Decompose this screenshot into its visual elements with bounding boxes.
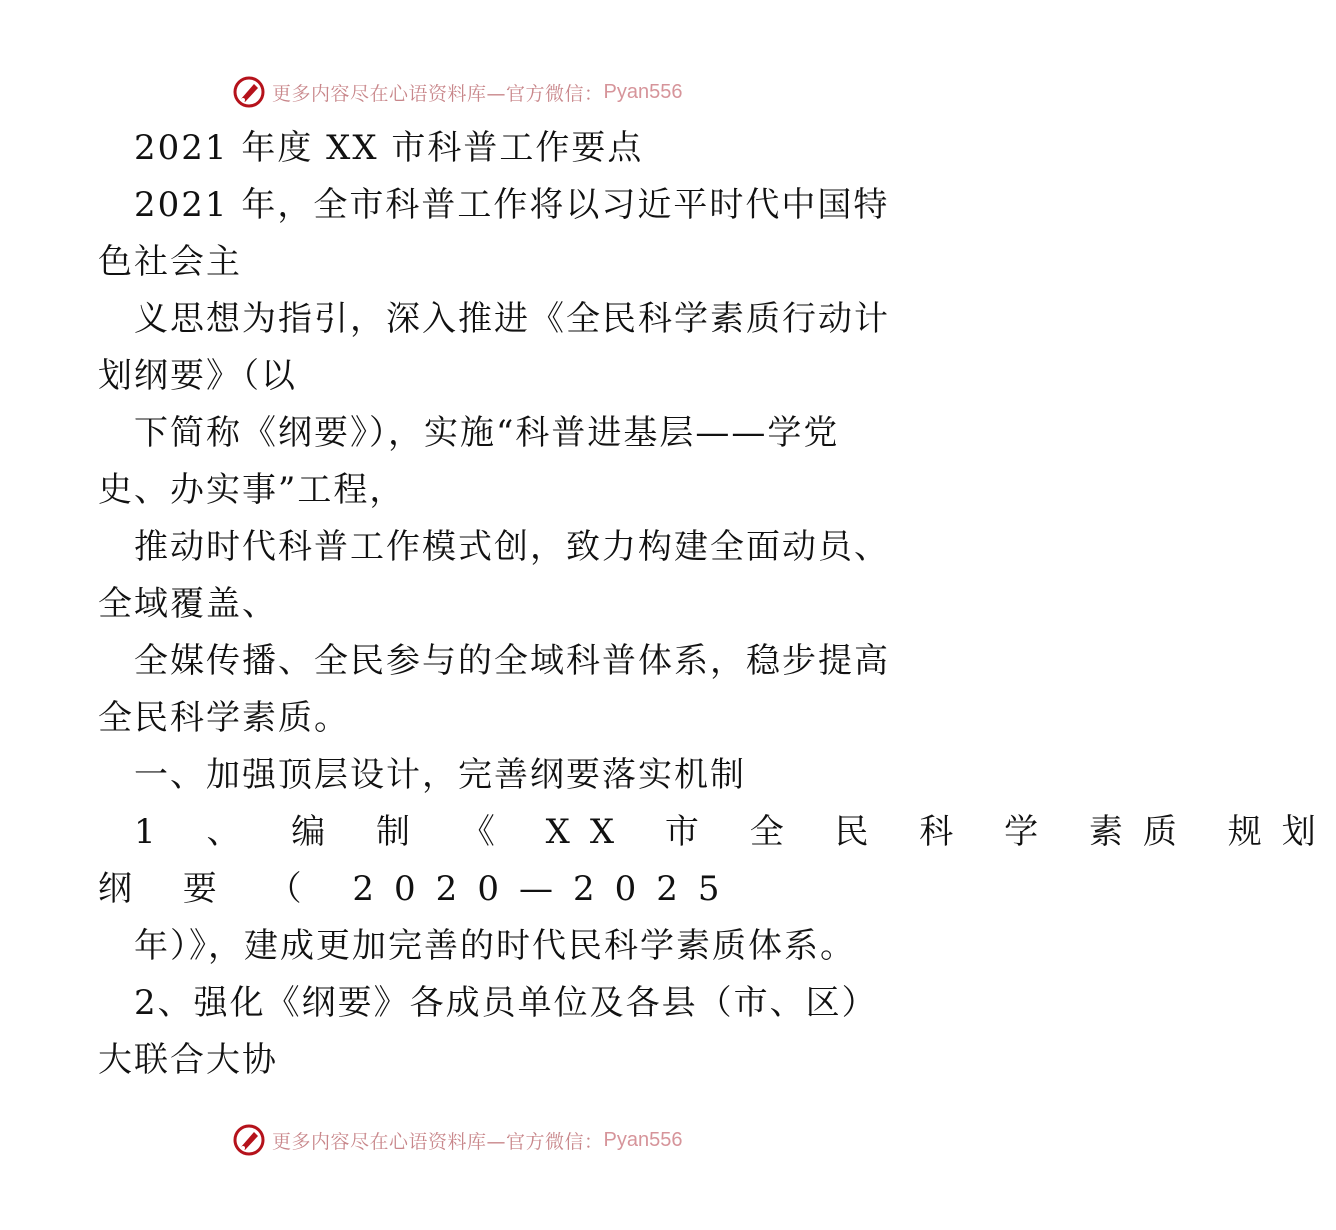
document-title: 2021 年度 XX 市科普工作要点 [134,128,644,168]
watermark-text: 更多内容尽在心语资料库—官方微信： [272,1130,604,1153]
paragraph-line: 划纲要》（以 [98,356,297,396]
watermark-banner-bottom [232,1120,752,1160]
pen-nib-logo-icon [232,75,266,109]
paragraph-line: 全民科学素质。 [98,698,350,738]
watermark-text: 更多内容尽在心语资料库—官方微信： [272,82,604,105]
list-item-line: 大联合大协 [98,1040,278,1080]
paragraph-line: 下简称《纲要》），实施“科普进基层——学党 [134,413,840,453]
list-item-line: 年）》，建成更加完善的时代民科学素质体系。 [134,926,856,966]
paragraph-line: 义思想为指引，深入推进《全民科学素质行动计 [134,299,890,339]
paragraph-line: 推动时代科普工作模式创，致力构建全面动员、 [134,527,890,567]
paragraph-line: 2021 年，全市科普工作将以习近平时代中国特 [134,185,890,225]
pen-nib-logo-icon [232,1123,266,1157]
paragraph-line: 全域覆盖、 [98,584,278,624]
list-item-line: 1 、 编 制 《 XX 市 全 民 科 学 素质 规划 [134,812,1336,852]
list-item-line: 纲 要 （ 2020—2025 [98,869,740,909]
section-heading: 一、加强顶层设计，完善纲要落实机制 [134,755,746,795]
watermark-banner-top [232,72,752,112]
list-item-line: 2、强化《纲要》各成员单位及各县（市、区） [134,983,878,1023]
paragraph-line: 史、办实事”工程， [98,470,406,510]
paragraph-line: 色社会主 [98,242,242,282]
watermark-handle: Pyan556 [603,80,683,103]
paragraph-line: 全媒传播、全民参与的全域科普体系，稳步提高 [134,641,890,681]
watermark-handle: Pyan556 [603,1128,683,1151]
document-body [98,120,1336,1089]
